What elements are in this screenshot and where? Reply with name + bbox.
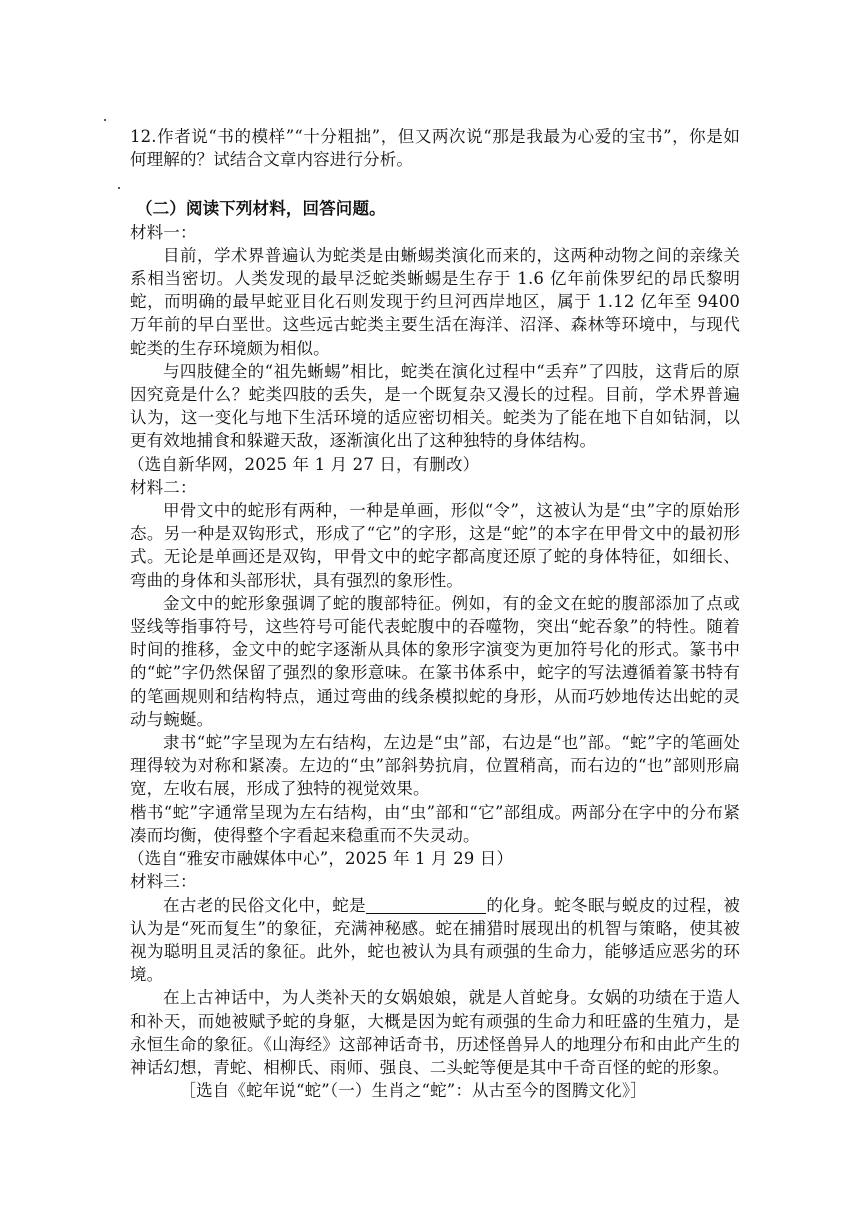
material-3-paragraph-1-end: 的化身。蛇冬眠与蜕皮的过程，被认为是“死而复生”的象征，充满神秘感。蛇在捕猎时展现出的机智与策略，使其被视为聪明且灵活的象征。此外，蛇也被认为具有顽强的生命力，能够适应恶劣的环境。 (130, 895, 740, 985)
material-2-source: （选自“雅安市融媒体中心”，2025 年 1 月 29 日） (128, 849, 514, 869)
material-3-source: ［选自《蛇年说“蛇”（一）生肖之“蛇”：从古至今的图腾文化》］ (179, 1081, 647, 1101)
material-3-paragraph-1-start: 在古老的民俗文化中，蛇是 (163, 895, 367, 915)
material-3-label: 材料三： (130, 872, 197, 892)
material-1-label: 材料一： (130, 222, 197, 242)
material-1-source: （选自新华网，2025 年 1 月 27 日，有删改） (128, 454, 480, 474)
material-2-paragraph-4: 楷书“蛇”字通常呈现为左右结构，由“虫”部和“它”部组成。两部分在字中的分布紧凑而均衡，使得整个字看起来稳重而不失灵动。 (130, 802, 740, 845)
material-3-paragraph-2: 在上古神话中，为人类补天的女娲娘娘，就是人首蛇身。女娲的功绩在于造人和补天，而她被赋予蛇的身躯，大概是因为蛇有顽强的生命力和旺盛的生殖力，是永恒生命的象征。《山海经》这部神话奇书，历述怪兽异人的地理分布和由此产生的神话幻想，青蛇、相柳氏、雨师、强良、二头蛇等便是其中千奇百怪的蛇的形象。 (130, 988, 740, 1077)
material-3-paragraph-1 (130, 894, 740, 987)
section-2-heading: （二）阅读下列材料，回答问题。 (136, 199, 386, 219)
margin-dot-middle (118, 187, 120, 189)
material-2-paragraph-3: 隶书“蛇”字呈现为左右结构，左边是“虫”部，右边是“也”部。“蛇”字的笔画处理得较为对称和紧凑。左边的“虫”部斜势抗肩，位置稍高，而右边的“也”部则形扁宽，左收右展，形成了独特的视觉效果。 (130, 733, 740, 799)
document-body (130, 125, 740, 1102)
material-2-paragraph-2: 金文中的蛇形象强调了蛇的腹部特征。例如，有的金文在蛇的腹部添加了点或竖线等指事符号，这些符号可能代表蛇腹中的吞噬物，突出“蛇吞象”的特性。随着时间的推移，金文中的蛇字逐渐从具体的象形字演变为更加符号化的形式。篆书中的“蛇”字仍然保留了强烈的象形意味。在篆书体系中，蛇字的写法遵循着篆书特有的笔画规则和结构特点，通过弯曲的线条模拟蛇的身形，从而巧妙地传达出蛇的灵动与蜿蜒。 (130, 593, 740, 729)
material-2-paragraph-1: 甲骨文中的蛇形有两种，一种是单画，形似“令”，这被认为是“虫”字的原始形态。另一种是双钩形式，形成了“它”的字形，这是“蛇”的本字在甲骨文中的最初形式。无论是单画还是双钩，甲骨文中的蛇字都高度还原了蛇的身体特征，如细长、弯曲的身体和头部形状，具有强烈的象形性。 (130, 501, 740, 590)
question-12: 12.作者说“书的模样”“十分粗拙”，但又两次说“那是我最为心爱的宝书”，你是如何理解的？试结合文章内容进行分析。 (130, 127, 740, 170)
margin-dot-top (104, 119, 106, 121)
material-1-paragraph-1: 目前，学术界普遍认为蛇类是由蜥蜴类演化而来的，这两种动物之间的亲缘关系相当密切。人类发现的最早泛蛇类蜥蜴是生存于 1.6 亿年前侏罗纪的昂氏黎明蛇，而明确的最早蛇亚目化石则发现于约旦河西岸地区，属于 1.12 亿年至 9400 万年前的早白垩世。这些远古蛇类主要生活在海洋、沼泽、森林等环境中，与现代蛇类的生存环境颇为相似。 (130, 245, 740, 358)
material-1-paragraph-2: 与四肢健全的“祖先蜥蜴”相比，蛇类在演化过程中“丢弃”了四肢，这背后的原因究竟是什么？蛇类四肢的丢失，是一个既复杂又漫长的过程。目前，学术界普遍认为，这一变化与地下生活环境的适应密切相关。蛇类为了能在地下自如钻洞，以更有效地捕食和躲避天敌，逐渐演化出了这种独特的身体结构。 (130, 361, 740, 451)
fill-in-blank[interactable] (366, 897, 486, 914)
material-2-label: 材料二： (130, 477, 197, 497)
